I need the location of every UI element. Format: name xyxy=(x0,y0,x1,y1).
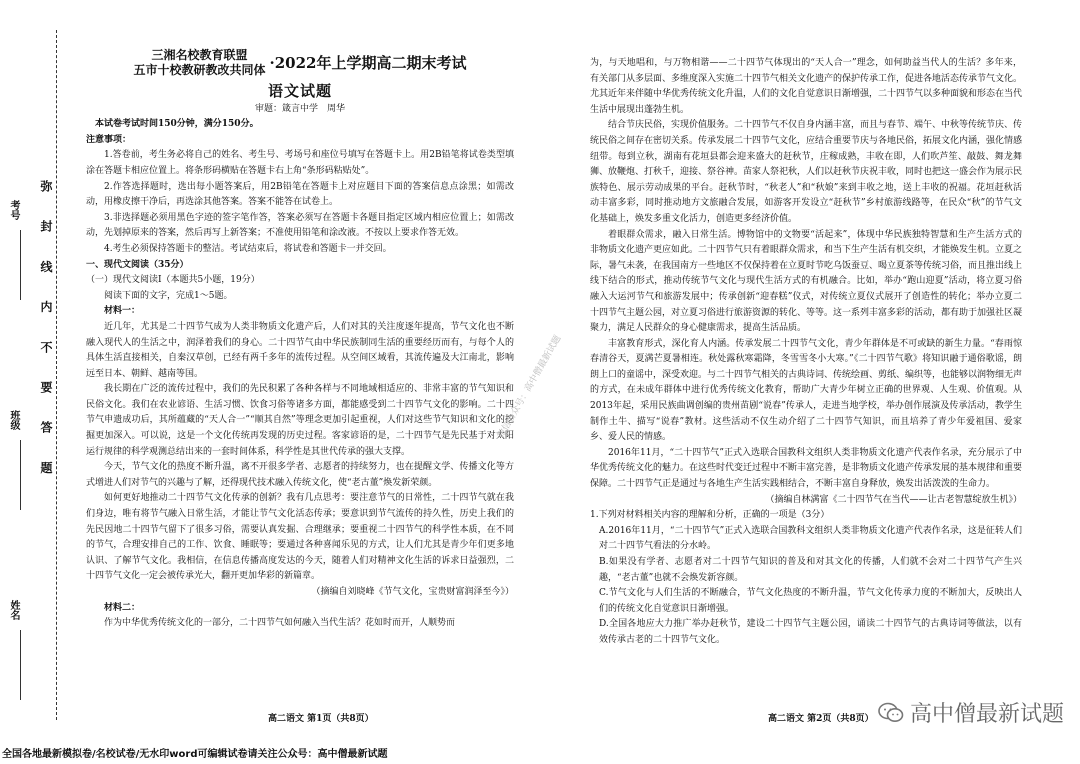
question-1: 1.下列对材料相关内容的理解和分析，正确的一项是（3分） xyxy=(590,510,830,521)
notice-title: 注意事项： xyxy=(86,134,132,145)
page-footer-right: 高二语文 第2页（共8页） xyxy=(768,714,874,724)
page-footer-left: 高二语文 第1页（共8页） xyxy=(268,714,374,724)
paragraph: 我长期在广泛的流传过程中，我们的先民积累了各种各样与不同地域相适应的、非常丰富的节气知识和民俗文化。我们在农业谚语、生活习惯、饮食习俗等诸多方面，都能感受到二十四节气文化的影响。二十四节气申遗成功后，其所蕴藏的“天人合一”“顺其自然”等理念更加引起重视，人们对这些节气知识和文化的挖掘更加深入。可以说，这是一个文化传统再发现的历史过程。客家谚语的是，二十四节气是先民基于对太阳运行规律的科学观测总结出来的一套时间体系，科学性是其世代传承的强大支撑。 xyxy=(86,384,514,457)
notice-item: 4.考生必须保持答题卡的整洁。考试结束后，将试卷和答题卡一并交回。 xyxy=(104,243,392,254)
paragraph: 近几年，尤其是二十四节气成为人类非物质文化遗产后，人们对其的关注度逐年提高，节气文化也不断融入现代人的生活之中，润泽着我们的身心。二十四节气由中华民族制同生活的重要经历而有，与每个人的具体生活直接相关，自秦汉草创，已经有两千多年的流传过程。从空间区域看，其流传遍及大江南北，影响远至日本、朝鲜、越南等国。 xyxy=(86,321,514,379)
field-underline xyxy=(20,440,21,510)
organizer-line-2: 五市十校教研教改共同体 xyxy=(133,63,266,77)
paragraph: 如何更好地推动二十四节气文化传承的创新？我有几点思考：要注意节气的日常性，二十四节气就在我们身边，唯有将节气融入日常生活，才能让节气文化活态传承；要意识到节气流传的持久性，历史上我们的先民因地二十四节气留下了很多习俗，需要认真发掘、合理继承；要重视二十四节气的科学性本质，在不同的节气，合理安排自己的工作、饮食、睡眠等；要通过各种喜闻乐见的方式，让人们尤其是青少年们更多地认识、了解节气文化。我相信，在信息传播高度发达的今天，随着人们对精神文化生活的诉求日益强烈，二十四节气文化一定会被传承光大，翻开更加华彩的新篇章。 xyxy=(86,493,514,582)
paragraph: 作为中华优秀传统文化的一部分，二十四节气如何融入当代生活？花如时而开，人顺势而 xyxy=(104,618,456,629)
source-citation: （摘编自刘晓峰《节气文化，宝贵财富润泽至今》） xyxy=(311,587,514,597)
subject-title: 语文试题 xyxy=(267,82,332,100)
left-column xyxy=(86,48,514,632)
instruction: 阅读下面的文字，完成1～5题。 xyxy=(104,290,233,301)
option-c: C.节气文化与人们生活的不断融合，节气文化热度的不断升温，节气文化传承力度的不断加大，反映出人们的传统文化自觉意识日渐增强。 xyxy=(599,588,1022,614)
subsection-heading: （一）现代文阅读Ⅰ（本题共5小题，19分） xyxy=(86,275,260,286)
notice-item: 3.非选择题必须用黑色字迹的签字笔作答，答案必须写在答题卡各题目指定区域内相应位置上；如需改动，先划掉原来的答案，然后再写上新答案；不准使用铅笔和涂改液。不按以上要求作答无效。 xyxy=(86,212,514,239)
option-a: A.2016年11月，“二十四节气”正式入选联合国教科文组织人类非物质文化遗产代表作名录，这是征转人们对二十四节气看法的分水岭。 xyxy=(599,525,1022,552)
reviewer: 审题：箴言中学 周华 xyxy=(254,103,345,114)
organizer-line-1: 三湘名校教育联盟 xyxy=(151,48,248,62)
bottom-promo-note: 全国各地最新模拟卷/名校试卷/无水印word可编辑试卷请关注公众号：高中僧最新试题 xyxy=(2,749,388,760)
material-title: 材料一： xyxy=(104,306,141,317)
option-d: D.全国各地应大力推广举办赶秋节，建设二十四节气主题公园，诵读二十四节气的古典诗词等做法，以有效传承古老的二十四节气文化。 xyxy=(599,619,1022,645)
paragraph: 为，与天地唱和，与万物相谐——二十四节气体现出的“天人合一”理念，如何助益当代人的生活？多年来，有关部门从多层面、多维度深入实施二十四节气相关文化遗产的保护传承工作，促进各地活态传承节气文化。尤其近年来伴随中华优秀传统文化升温，人们的文化自觉意识日渐增强，二十四节气以多种面貌和形态在当代生活中展现出蓬勃生机。 xyxy=(590,58,1023,115)
exam-header xyxy=(86,48,514,78)
organizer xyxy=(134,48,266,78)
paragraph: 2016年11月，“二十四节气”正式入选联合国教科文组织人类非物质文化遗产代表作名录，充分展示了中华优秀传统文化的魅力。在这些时代变迁过程中不断丰富完善，是非物质文化遗产传承发展的基本规律和重要保障。二十四节气正是通过与各地生产生活实践相结合，不断丰富自身释放，焕发出活泼泼的生命力。 xyxy=(590,447,1023,490)
field-underline xyxy=(20,630,21,700)
watermark-stamp: 微信公众号：高中僧最新试题 xyxy=(496,334,564,441)
paragraph: 丰富教育形式，深化育人内涵。传承发展二十四节气文化，青少年群体是不可或缺的新生力量。“春雨惊春清谷天，夏满芒夏暑相连。秋处露秋寒霜降，冬雪雪冬小大寒。”《二十四节气歌》将知识融于通俗歌谣，朗朗上口的童谣中，深受欢迎。与二十四节气相关的古典诗词、传统绘画、剪纸、编织等，也能够以润物细无声的方式，在未成年群体中进行优秀传统文化教育，帮助广大青少年树立正确的世界观、人生观、价值观。从2013年起，采用民族曲调创编的贵州苗剧“说春”传承人，走进当地学校，举办创作展演及传承活动，教学生制作土牛、描写“说春”教材。这些活动不仅生动介绍了二十四节气知识，而且培养了青少年爱祖国、爱家乡、爱人民的情感。 xyxy=(590,338,1023,443)
watermark-text: 高中僧最新试题 xyxy=(909,702,1064,727)
option-b: B.如果没有学者、志愿者对二十四节气知识的普及和对其文化的传播，人们就不会对二十四节气产生兴趣，“老古董”也就不会焕发新容颜。 xyxy=(599,557,1022,583)
field-name: 姓名 xyxy=(8,600,19,620)
wechat-icon xyxy=(878,702,904,724)
exam-title: ·2022年上学期高二期末考试 xyxy=(269,54,467,72)
paragraph: 今天，节气文化的热度不断升温，离不开很多学者、志愿者的持续努力，也在提醒文学、传播文化等方式增进人们对节气的兴趣与了解，还得现代技术融入传统文化，使“老古董”焕发新荣颜。 xyxy=(86,462,514,488)
paragraph: 着眼群众需求，融入日常生活。博物馆中的文物要“活起来”，体现中华民族独特智慧和生产生活方式的非物质文化遗产更应如此。二十四节气只有着眼群众需求，和当下生产生活有机交织，才能焕发生机。立夏之际，暑气未袭，在我国南方一些地区不仅保持着在立夏时节吃乌饭蚕豆、喝立夏茶等传统习俗，而且推出线上线下结合的形式，推动传统节气文化与现代生活方式的有机融合。比如，举办“跑山迎夏”活动，将立夏习俗融入大运河节气和旅游发展中；传承创新“迎春糕”仪式，对传统立夏仪式展开了创造性的转化；举办立夏二十四节气主题公园，对立夏习俗进行旅游资源的转化、等等。这一系列丰富多彩的活动，都有助于加强社区凝聚力，满足人民群众的身心健康需求，提高生活品质。 xyxy=(590,229,1023,334)
notice-item: 2.作答选择题时，选出每小题答案后，用2B铅笔在答题卡上对应题目下面的答案信息点涂黑；如需改动，用橡皮擦干净后，再选涂其他答案。答案不能答在试卷上。 xyxy=(86,181,514,208)
field-class: 班级 xyxy=(8,410,19,430)
section-heading: 一、现代文阅读（35分） xyxy=(86,259,189,270)
field-underline xyxy=(20,230,21,300)
source-citation: （摘编自林满富《二十四节气在当代——让古老智慧绽放生机》） xyxy=(765,494,1022,505)
binding-warning: 弥 封 线 内 不 要 答 题 xyxy=(39,180,53,486)
field-exam-number: 考号 xyxy=(8,200,19,220)
binding-dashed-line xyxy=(56,30,57,720)
binding-margin xyxy=(0,30,62,720)
material-title: 材料二： xyxy=(104,602,141,613)
exam-meta: 本试卷考试时间150分钟，满分150分。 xyxy=(95,119,259,130)
wechat-watermark xyxy=(878,697,1064,728)
right-column xyxy=(590,56,1022,649)
paragraph: 结合节庆民俗，实现价值服务。二十四节气不仅自身内涵丰富，而且与春节、端午、中秋等传统节庆、传统民俗之间存在密切关系。传承发展二十四节气文化，应结合重要节庆与各地民俗，拓展文化内涵，强化情感纽带。每到立秋，湖南有花垣县都会迎来盛大的赶秋节，庄稼成熟，丰收在即，人们吹芦笙、敲鼓、舞龙舞狮、放鞭炮、打秋千，迎接、祭谷神。苗家人祭祀秋，人们以赶秋节庆祝丰收，同时也把这一盛会作为展示民族特色、展示劳动成果的平台。赶秋节时，“秋老人”和“秋娘”来到丰收之地，送上丰收的祝福。花垣赶秋活动丰富多彩，同时推动地方文旅融合发展，如游客开发设立“赶秋节”乡村旅游线路等，在民众“秋”的节气文化基础上，焕发多重文化活力，创造更多经济价值。 xyxy=(590,120,1023,224)
notice-item: 1.答卷前，考生务必将自己的姓名、考生号、考场号和座位号填写在答题卡上。用2B铅笔将试卷类型填涂在答题卡相应位置上。将条形码横贴在答题卡右上角“条形码粘贴处”。 xyxy=(86,150,514,176)
